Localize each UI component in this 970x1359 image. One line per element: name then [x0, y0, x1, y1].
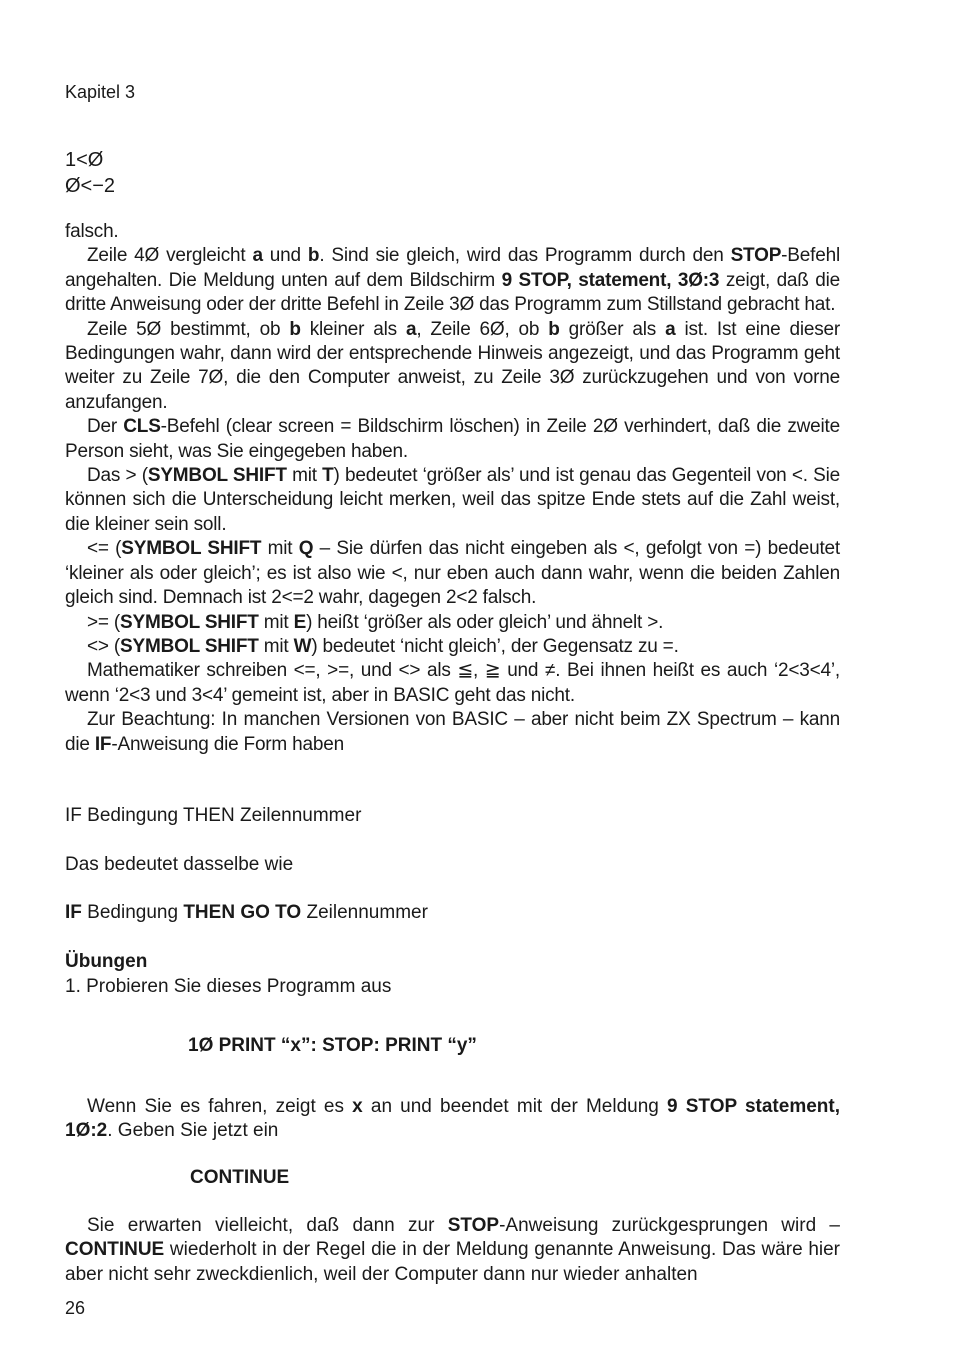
code-line-print: 1Ø PRINT “x”: STOP: PRINT “y” [188, 1035, 477, 1056]
paragraph: Zeile 4Ø vergleicht a und b. Sind sie gleich, wird das Programm durch den STOP-Befehl angehalten. Die Meldung unten auf dem Bildschirm 9 STOP, statement, 3Ø:3 zeigt, daß die dritte Anweisung oder der dritte Befehl in Zeile 3Ø das Programm zum Stillstand gebracht hat. [65, 245, 840, 316]
paragraph: Das > (SYMBOL SHIFT mit T) bedeutet ‘größer als’ und ist genau das Gegenteil von <. Sie können sich die Unterscheidung leicht merken, weil das spitze Ende stets auf die Zahl weist, die kleiner sein soll. [65, 465, 841, 535]
syntax-line-2: Das bedeutet dasselbe wie [65, 854, 294, 875]
code-line-continue: CONTINUE [190, 1167, 290, 1188]
math-line-1: 1<Ø [65, 149, 104, 171]
paragraph: Der CLS-Befehl (clear screen = Bildschirm löschen) in Zeile 2Ø verhindert, daß die zweite Person sieht, was Sie eingegeben haben. [65, 416, 840, 462]
page-number: 26 [65, 1298, 86, 1318]
exercise-item-1: 1. Probieren Sie dieses Programm aus [65, 976, 392, 997]
exercise-paragraph-2: Sie erwarten vielleicht, daß dann zur STOP-Anweisung zurückgesprungen wird – CONTINUE wiederholt in der Regel die in der Meldung genannte Anweisung. Das wäre hier aber nicht sehr zweckdienlich, weil der Computer dann nur wieder anhalten [65, 1215, 841, 1285]
chapter-header: Kapitel 3 [65, 82, 136, 102]
body-text [65, 220, 840, 757]
paragraph: falsch. [65, 221, 119, 242]
syntax-line-1: IF Bedingung THEN Zeilennummer [65, 805, 362, 826]
paragraph: Zur Beachtung: In manchen Versionen von BASIC – aber nicht beim ZX Spectrum – kann die IF-Anweisung die Form haben [65, 709, 840, 755]
paragraph: <> (SYMBOL SHIFT mit W) bedeutet ‘nicht gleich’, der Gegensatz zu =. [87, 635, 679, 657]
paragraph: <= (SYMBOL SHIFT mit Q – Sie dürfen das nicht eingeben als <, gefolgt von =) bedeutet ‘kleiner als oder gleich’; es ist also wie <, nur eben auch dann wahr, wenn die beiden Zahlen gleich sind. Demnach ist 2<=2 wahr, dagegen 2<2 falsch. [65, 538, 840, 609]
syntax-line-3: IF Bedingung THEN GO TO Zeilennummer [65, 902, 428, 923]
paragraph: >= (SYMBOL SHIFT mit E) heißt ‘größer als oder gleich’ und ähnelt >. [87, 611, 664, 633]
math-line-2: Ø<−2 [65, 175, 116, 197]
exercises-heading: Übungen [65, 951, 148, 972]
paragraph: Zeile 5Ø bestimmt, ob b kleiner als a, Zeile 6Ø, ob b größer als a ist. Ist eine dieser Bedingungen wahr, dann wird der entsprechende Hinweis angezeigt, und das Programm geht weiter zu Zeile 7Ø, die den Computer anweist, zu Zeile 3Ø zurückzugehen und von vorne anzufangen. [65, 318, 840, 413]
exercise-paragraph-1: Wenn Sie es fahren, zeigt es x an und beendet mit der Meldung 9 STOP statement, 1Ø:2. Geben Sie jetzt ein [65, 1096, 840, 1142]
paragraph: Mathematiker schreiben <=, >=, und <> als ≦, ≧ und ≠. Bei ihnen heißt es auch ‘2<3<4’, wenn ‘2<3 und 3<4’ gemeint ist, aber in BASIC geht das nicht. [65, 660, 840, 706]
